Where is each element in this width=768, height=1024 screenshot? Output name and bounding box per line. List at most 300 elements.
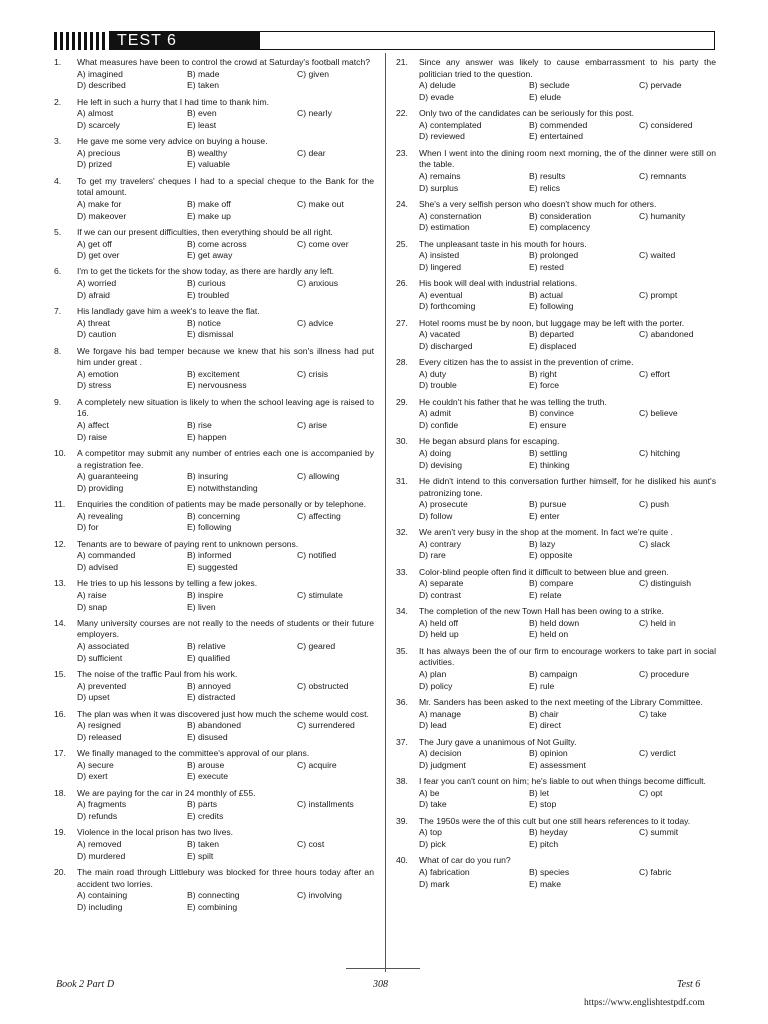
answer-option: D) surplus: [419, 182, 459, 193]
question-text: To get my travelers' cheques I had to a special cheque to the Bank for the total amount.: [77, 175, 374, 198]
answer-option: C) remnants: [639, 170, 687, 181]
question: [54, 618, 374, 664]
question-text: What measures have been to control the crowd at Saturday's football match?: [77, 57, 371, 67]
question: [396, 397, 716, 432]
answer-options: [419, 709, 716, 732]
question-number: 9.: [54, 396, 62, 407]
answer-options: [77, 199, 374, 222]
question: [396, 737, 716, 772]
answer-option: D) pick: [419, 838, 446, 849]
question-number: 34.: [396, 606, 408, 617]
answer-options: [419, 369, 716, 392]
question-text: He gave me some very advice on buying a house.: [77, 136, 268, 147]
answer-options: [77, 420, 374, 443]
answer-option: C) considered: [639, 119, 693, 130]
answer-option: C) humanity: [639, 210, 686, 221]
answer-option: A) manage: [419, 708, 462, 719]
question-text: I fear you can't count on him; he's liable to out when things become difficult.: [419, 776, 706, 787]
answer-option: D) afraid: [77, 289, 110, 300]
answer-option: B) held down: [529, 617, 580, 628]
answer-option: B) right: [529, 368, 557, 379]
answer-option: D) mark: [419, 878, 450, 889]
question-text: Every citizen has the to assist in the prevention of crime.: [419, 357, 634, 368]
question-number: 21.: [396, 57, 408, 67]
question: [396, 57, 716, 103]
answer-option: A) consternation: [419, 210, 482, 221]
answer-options: [77, 239, 374, 262]
answer-option: A) precious: [77, 147, 121, 158]
answer-option: E) credits: [187, 810, 224, 821]
answer-option: B) insuring: [187, 471, 229, 482]
answer-options: [77, 799, 374, 822]
answer-option: E) make: [529, 878, 561, 889]
answer-option: B) come across: [187, 238, 247, 249]
answer-option: D) including: [77, 901, 123, 912]
question-number: 7.: [54, 306, 62, 317]
answer-option: A) almost: [77, 108, 114, 119]
question-text: He left in such a hurry that I had time to thank him.: [77, 96, 270, 107]
answer-option: E) valuable: [187, 159, 230, 170]
right-column: [396, 57, 716, 895]
question-number: 26.: [396, 278, 408, 289]
answer-option: A) admit: [419, 408, 451, 419]
question-number: 8.: [54, 345, 62, 356]
question: [396, 855, 716, 890]
answer-option: B) heyday: [529, 827, 568, 838]
answer-option: E) rule: [529, 680, 555, 691]
answer-option: A) make for: [77, 198, 122, 209]
answer-option: C) fabric: [639, 866, 672, 877]
answer-option: D) reviewed: [419, 131, 465, 142]
question-number: 27.: [396, 317, 408, 328]
answer-option: E) assessment: [529, 759, 586, 770]
answer-option: D) discharged: [419, 340, 473, 351]
question: [396, 606, 716, 641]
answer-option: E) suggested: [187, 561, 238, 572]
answer-option: A) associated: [77, 641, 130, 652]
answer-options: [419, 788, 716, 811]
answer-option: D) refunds: [77, 810, 118, 821]
answer-options: [77, 641, 374, 664]
answer-option: D) rare: [419, 550, 446, 561]
question-number: 5.: [54, 226, 62, 237]
answer-option: B) consideration: [529, 210, 592, 221]
answer-option: D) sufficient: [77, 652, 123, 663]
question-number: 14.: [54, 617, 66, 628]
answer-option: A) fragments: [77, 799, 127, 810]
answer-option: C) take: [639, 708, 667, 719]
answer-option: A) decision: [419, 748, 462, 759]
question-number: 1.: [54, 57, 62, 67]
answer-option: E) force: [529, 380, 560, 391]
answer-option: A) doing: [419, 447, 452, 458]
answer-option: C) surrendered: [297, 720, 355, 731]
footer-page-number: 308: [373, 979, 388, 990]
answer-options: [419, 211, 716, 234]
answer-option: A) resigned: [77, 720, 121, 731]
answer-options: [77, 69, 374, 92]
answer-option: C) make out: [297, 198, 344, 209]
answer-options: [419, 329, 716, 352]
answer-options: [419, 827, 716, 850]
answer-option: A) imagined: [77, 68, 123, 79]
answer-option: B) prolonged: [529, 250, 579, 261]
question: [396, 278, 716, 313]
answer-option: B) concerning: [187, 510, 241, 521]
left-column: [54, 57, 374, 918]
answer-option: B) commended: [529, 119, 588, 130]
question-number: 17.: [54, 748, 66, 759]
question-number: 29.: [396, 396, 408, 407]
question: [54, 397, 374, 443]
answer-options: [419, 578, 716, 601]
question-text: Only two of the candidates can be seriously for this post.: [419, 108, 634, 119]
answer-option: D) stress: [77, 380, 112, 391]
answer-option: B) let: [529, 787, 550, 798]
answer-options: [77, 890, 374, 913]
question-text: The main road through Littlebury was blocked for three hours today after an accident two lorries.: [77, 866, 374, 889]
question: [396, 108, 716, 143]
answer-option: D) devising: [419, 459, 462, 470]
answer-option: E) thinking: [529, 459, 570, 470]
question-text: He began absurd plans for escaping.: [419, 436, 560, 447]
question-text: The unpleasant taste in his mouth for hours.: [419, 238, 587, 249]
answer-option: D) trouble: [419, 380, 457, 391]
answer-option: E) liven: [187, 601, 216, 612]
footer-book: Book 2 Part D: [56, 979, 115, 990]
question: [54, 709, 374, 744]
test-title: TEST 6: [109, 31, 260, 50]
question: [396, 148, 716, 194]
answer-options: [77, 318, 374, 341]
answer-option: A) plan: [419, 669, 447, 680]
question-text: Tenants are to beware of paying rent to unknown persons.: [77, 538, 299, 549]
answer-option: E) relate: [529, 589, 562, 600]
answer-option: D) murdered: [77, 850, 126, 861]
answer-option: A) contemplated: [419, 119, 482, 130]
answer-option: A) be: [419, 787, 440, 798]
question-number: 11.: [54, 499, 66, 510]
answer-option: C) prompt: [639, 289, 678, 300]
answer-option: D) advised: [77, 561, 119, 572]
answer-option: D) caution: [77, 329, 117, 340]
answer-option: D) follow: [419, 510, 453, 521]
answer-options: [419, 867, 716, 890]
question: [54, 867, 374, 913]
question: [54, 448, 374, 494]
answer-option: E) following: [187, 522, 232, 533]
answer-option: E) least: [187, 119, 217, 130]
answer-option: C) crisis: [297, 368, 329, 379]
question-text: A completely new situation is likely to when the school leaving age is raised to 16.: [77, 396, 374, 419]
answer-option: A) duty: [419, 368, 447, 379]
question: [396, 567, 716, 602]
answer-option: C) distinguish: [639, 578, 692, 589]
answer-option: B) pursue: [529, 499, 567, 510]
question: [54, 136, 374, 171]
answer-option: E) elude: [529, 91, 562, 102]
question: [54, 578, 374, 613]
answer-option: C) effort: [639, 368, 670, 379]
answer-option: B) arouse: [187, 759, 225, 770]
question: [396, 646, 716, 692]
question: [396, 697, 716, 732]
answer-options: [77, 278, 374, 301]
footer-rule: [346, 968, 420, 969]
question-number: 19.: [54, 827, 66, 838]
answer-option: C) affecting: [297, 510, 341, 521]
header-stripes: [54, 32, 108, 50]
answer-option: D) raise: [77, 431, 108, 442]
answer-option: E) disused: [187, 731, 228, 742]
question-text: He couldn't his father that he was telling the truth.: [419, 396, 607, 407]
answer-option: D) makeover: [77, 210, 127, 221]
question-text: His book will deal with industrial relations.: [419, 278, 578, 289]
question: [54, 669, 374, 704]
answer-option: C) hitching: [639, 447, 681, 458]
question: [396, 239, 716, 274]
answer-option: E) displaced: [529, 340, 577, 351]
answer-option: B) seclude: [529, 80, 570, 91]
question: [396, 436, 716, 471]
answer-option: B) results: [529, 170, 566, 181]
answer-option: A) secure: [77, 759, 114, 770]
question-number: 2.: [54, 96, 62, 107]
answer-options: [77, 108, 374, 131]
question-text: What of car do you run?: [419, 855, 511, 866]
question-text: The plan was when it was discovered just how much the scheme would cost.: [77, 708, 369, 719]
answer-option: C) pervade: [639, 80, 682, 91]
question-number: 10.: [54, 447, 66, 458]
answer-option: A) affect: [77, 420, 109, 430]
answer-option: E) notwithstanding: [187, 482, 258, 493]
answer-option: C) push: [639, 499, 670, 510]
answer-options: [419, 171, 716, 194]
answer-option: D) providing: [77, 482, 124, 493]
question-text: We finally managed to the committee's approval of our plans.: [77, 748, 310, 759]
question-number: 20.: [54, 866, 66, 877]
question-text: The noise of the traffic Paul from his work.: [77, 669, 238, 680]
answer-option: E) rested: [529, 261, 564, 272]
answer-option: E) get away: [187, 250, 233, 261]
question: [54, 748, 374, 783]
answer-options: [419, 539, 716, 562]
question-number: 18.: [54, 787, 66, 798]
question-text: She's a very selfish person who doesn't show much for others.: [419, 198, 657, 209]
answer-option: A) raise: [77, 589, 107, 600]
answer-option: B) even: [187, 108, 217, 119]
question: [396, 357, 716, 392]
answer-option: C) geared: [297, 641, 336, 652]
question: [396, 318, 716, 353]
question-text: His landlady gave him a week's to leave the flat.: [77, 306, 260, 317]
question: [396, 476, 716, 522]
question-number: 15.: [54, 669, 66, 680]
answer-option: A) contrary: [419, 538, 462, 549]
answer-options: [419, 120, 716, 143]
answer-option: C) installments: [297, 799, 354, 810]
question-text: The Jury gave a unanimous of Not Guilty.: [419, 736, 577, 747]
question: [54, 97, 374, 132]
answer-option: B) notice: [187, 317, 221, 328]
answer-option: E) make up: [187, 210, 231, 221]
answer-option: C) arise: [297, 420, 328, 430]
answer-option: C) dear: [297, 147, 326, 158]
question-text: Many university courses are not really to the needs of students or their future employers.: [77, 617, 374, 640]
answer-option: D) released: [77, 731, 122, 742]
answer-option: C) nearly: [297, 108, 332, 119]
question: [54, 227, 374, 262]
question-text: Violence in the local prison has two lives.: [77, 827, 234, 838]
answer-options: [419, 80, 716, 103]
question: [396, 776, 716, 811]
question-number: 24.: [396, 198, 408, 209]
answer-option: E) taken: [187, 80, 220, 91]
answer-option: A) remains: [419, 170, 461, 181]
question-number: 33.: [396, 566, 408, 577]
answer-option: E) following: [529, 301, 574, 312]
question-number: 39.: [396, 815, 408, 826]
question-number: 37.: [396, 736, 408, 747]
answer-option: A) separate: [419, 578, 464, 589]
answer-option: A) delude: [419, 80, 456, 91]
question-number: 32.: [396, 527, 408, 538]
question-text: Enquiries the condition of patients may be made personally or by telephone.: [77, 499, 367, 510]
answer-option: E) direct: [529, 720, 561, 731]
answer-option: C) obstructed: [297, 680, 349, 691]
answer-option: E) execute: [187, 771, 229, 782]
answer-option: B) relative: [187, 641, 226, 652]
answer-option: C) abandoned: [639, 329, 694, 340]
question-text: I'm to get the tickets for the show today, as there are hardly any left.: [77, 266, 335, 277]
answer-option: C) come over: [297, 238, 349, 249]
answer-option: E) spilt: [187, 850, 214, 861]
answer-options: [77, 550, 374, 573]
answer-options: [77, 511, 374, 534]
question-number: 23.: [396, 147, 408, 158]
answer-option: D) estimation: [419, 222, 470, 233]
answer-option: B) curious: [187, 278, 226, 289]
answer-option: D) policy: [419, 680, 453, 691]
answer-options: [419, 748, 716, 771]
answer-option: C) verdict: [639, 748, 676, 759]
answer-option: B) annoyed: [187, 680, 231, 691]
answer-option: D) scarcely: [77, 119, 120, 130]
answer-option: D) take: [419, 799, 447, 810]
answer-option: C) advice: [297, 317, 334, 328]
question-number: 31.: [396, 475, 408, 486]
answer-option: C) cost: [297, 838, 325, 849]
answer-options: [77, 839, 374, 862]
question-text: A competitor may submit any number of entries each one is accompanied by a registration fee.: [77, 447, 374, 470]
question: [54, 306, 374, 341]
answer-option: B) departed: [529, 329, 574, 340]
footer-url: https://www.englishtestpdf.com: [584, 998, 705, 1008]
answer-option: B) settling: [529, 447, 568, 458]
answer-option: A) prevented: [77, 680, 127, 691]
answer-option: E) stop: [529, 799, 557, 810]
answer-option: E) relics: [529, 182, 561, 193]
question: [54, 266, 374, 301]
answer-options: [419, 290, 716, 313]
answer-option: D) prized: [77, 159, 112, 170]
answer-option: B) actual: [529, 289, 563, 300]
question: [54, 176, 374, 222]
answer-option: E) troubled: [187, 289, 230, 300]
answer-option: D) get over: [77, 250, 120, 261]
question-number: 3.: [54, 136, 62, 147]
answer-option: C) anxious: [297, 278, 339, 289]
answer-option: C) procedure: [639, 669, 690, 680]
answer-options: [419, 499, 716, 522]
answer-option: A) eventual: [419, 289, 463, 300]
answer-option: D) for: [77, 522, 99, 533]
question-number: 30.: [396, 436, 408, 447]
answer-option: C) summit: [639, 827, 679, 838]
question: [396, 199, 716, 234]
answer-option: E) happen: [187, 431, 227, 442]
answer-options: [77, 681, 374, 704]
answer-option: C) stimulate: [297, 589, 343, 600]
answer-option: D) lead: [419, 720, 447, 731]
answer-option: E) distracted: [187, 692, 236, 703]
question-number: 28.: [396, 357, 408, 368]
test-header: [54, 31, 715, 50]
answer-options: [77, 148, 374, 171]
answer-option: C) acquire: [297, 759, 337, 770]
answer-option: A) removed: [77, 838, 122, 849]
answer-options: [419, 669, 716, 692]
question-number: 25.: [396, 238, 408, 249]
answer-option: E) entertained: [529, 131, 583, 142]
answer-option: E) combining: [187, 901, 238, 912]
answer-option: A) held off: [419, 617, 459, 628]
answer-option: E) nervousness: [187, 380, 247, 391]
header-rule: [260, 31, 715, 50]
question-text: He tries to up his lessons by telling a few jokes.: [77, 578, 258, 589]
answer-option: B) parts: [187, 799, 218, 810]
answer-option: A) get off: [77, 238, 112, 249]
answer-option: D) evade: [419, 91, 454, 102]
question-number: 6.: [54, 266, 62, 277]
question-number: 16.: [54, 708, 66, 719]
answer-option: B) lazy: [529, 538, 556, 549]
answer-option: B) make off: [187, 198, 231, 209]
answer-options: [77, 369, 374, 392]
answer-option: B) wealthy: [187, 147, 228, 158]
answer-options: [77, 471, 374, 494]
answer-option: D) lingered: [419, 261, 462, 272]
answer-option: A) vacated: [419, 329, 461, 340]
answer-option: E) pitch: [529, 838, 559, 849]
answer-option: B) connecting: [187, 890, 240, 901]
question-number: 13.: [54, 578, 66, 589]
answer-option: C) given: [297, 68, 329, 79]
question: [396, 527, 716, 562]
question: [54, 346, 374, 392]
answer-option: B) taken: [187, 838, 220, 849]
question-text: We are paying for the car in 24 monthly of £55.: [77, 787, 256, 798]
answer-options: [419, 250, 716, 273]
answer-option: C) involving: [297, 890, 342, 901]
answer-options: [77, 720, 374, 743]
answer-options: [419, 408, 716, 431]
answer-option: B) excitement: [187, 368, 240, 379]
answer-option: C) slack: [639, 538, 671, 549]
answer-option: D) upset: [77, 692, 110, 703]
answer-options: [419, 448, 716, 471]
question-number: 4.: [54, 175, 62, 186]
